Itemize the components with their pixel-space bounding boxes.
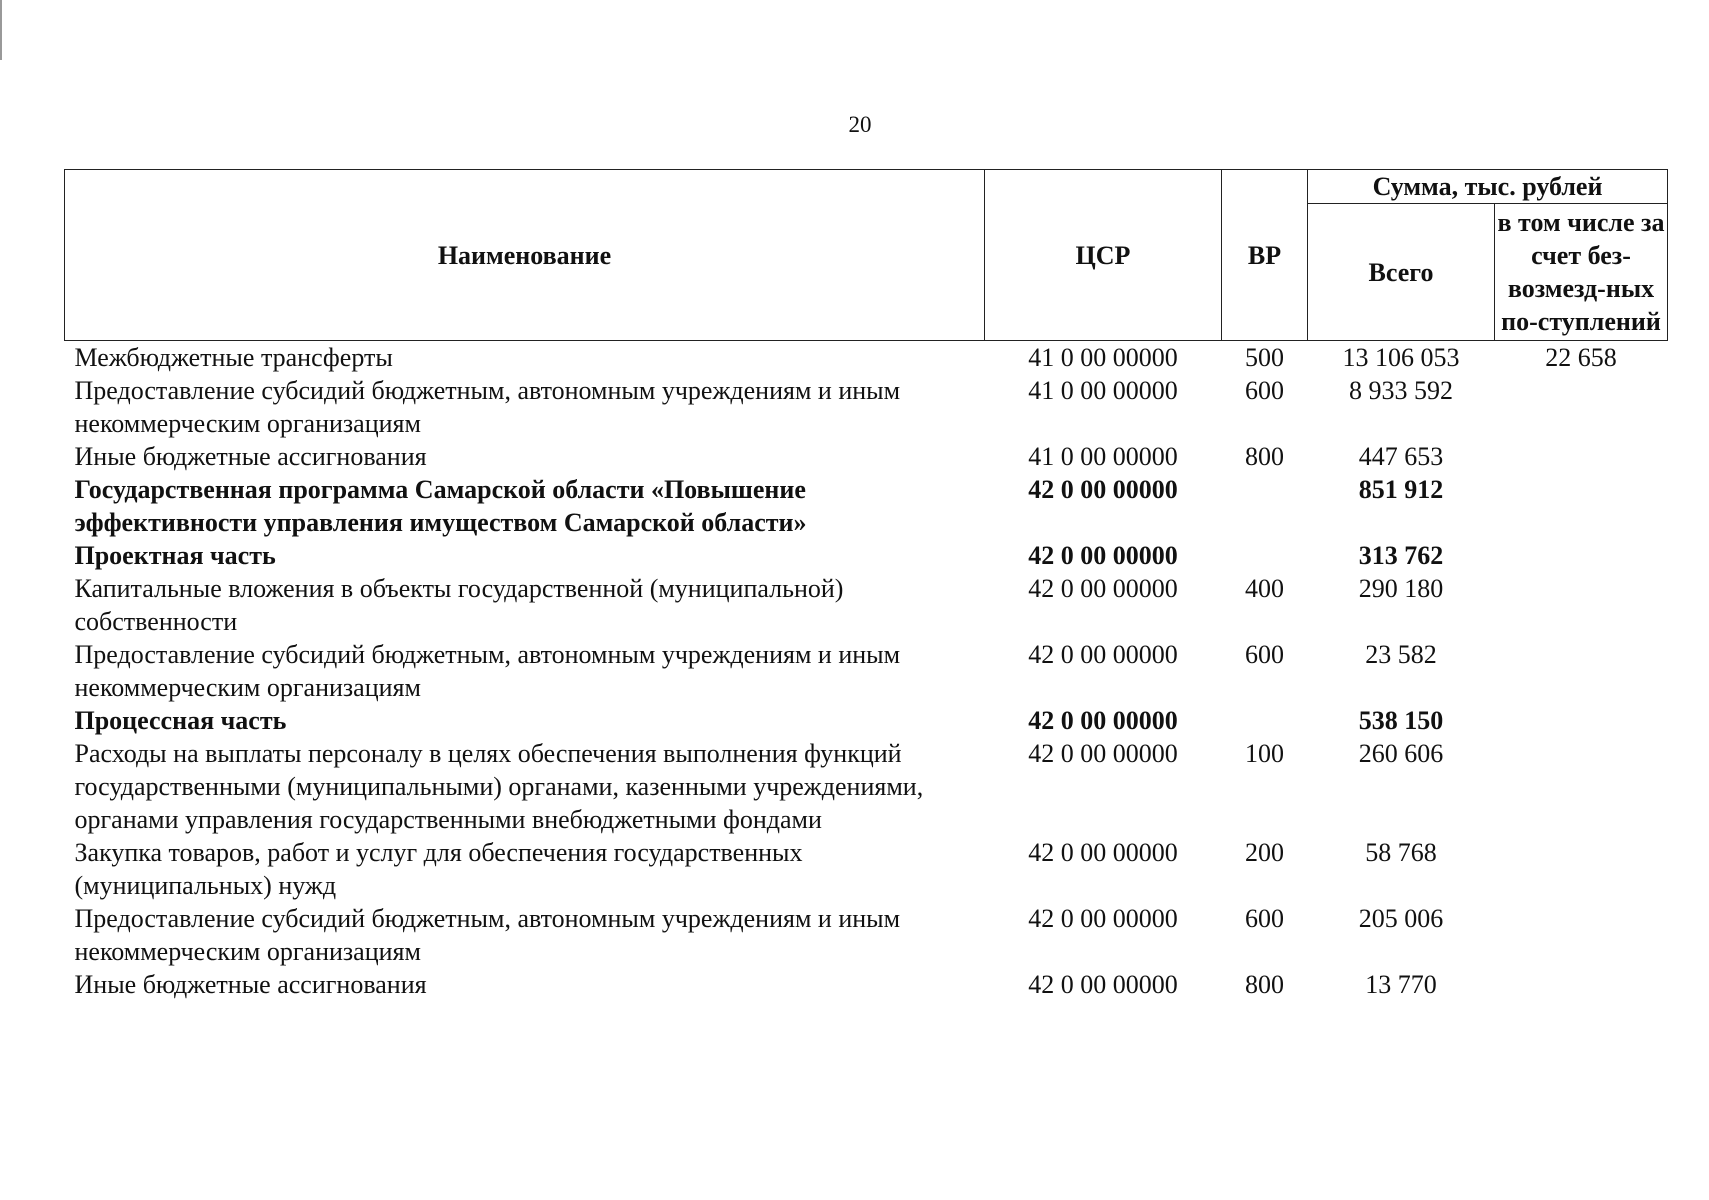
cell-total: 538 150 bbox=[1358, 706, 1444, 735]
cell-free bbox=[1495, 440, 1668, 473]
cell-free bbox=[1495, 902, 1668, 968]
cell-total: 447 653 bbox=[1358, 442, 1444, 471]
page-number: 20 bbox=[848, 112, 872, 137]
budget-table bbox=[64, 169, 1668, 1001]
table-row bbox=[65, 341, 1668, 375]
table-row bbox=[65, 539, 1668, 572]
cell-vr bbox=[1222, 704, 1308, 737]
table-row bbox=[65, 374, 1668, 440]
cell-name: Иные бюджетные ассигнования bbox=[74, 442, 427, 471]
table-row bbox=[65, 473, 1668, 539]
cell-free bbox=[1495, 704, 1668, 737]
cell-free bbox=[1495, 473, 1668, 539]
cell-free bbox=[1495, 638, 1668, 704]
cell-vr bbox=[1222, 539, 1308, 572]
cell-name: Предоставление субсидий бюджетным, автономным учреждениям и иным некоммерческим организациям bbox=[74, 904, 901, 966]
cell-name: Межбюджетные трансферты bbox=[74, 343, 393, 372]
cell-csr: 42 0 00 00000 bbox=[1028, 739, 1178, 768]
cell-total: 23 582 bbox=[1365, 640, 1437, 669]
cell-name: Предоставление субсидий бюджетным, автономным учреждениям и иным некоммерческим организациям bbox=[74, 640, 901, 702]
cell-name: Предоставление субсидий бюджетным, автономным учреждениям и иным некоммерческим организациям bbox=[74, 376, 901, 438]
cell-vr bbox=[1222, 473, 1308, 539]
cell-csr: 42 0 00 00000 bbox=[1028, 706, 1178, 735]
cell-total: 13 770 bbox=[1365, 970, 1437, 999]
cell-free: 22 658 bbox=[1545, 343, 1617, 372]
table-row bbox=[65, 968, 1668, 1001]
cell-csr: 42 0 00 00000 bbox=[1028, 904, 1178, 933]
header-name: Наименование bbox=[65, 170, 985, 341]
cell-name: Процессная часть bbox=[74, 706, 287, 735]
cell-free bbox=[1495, 737, 1668, 836]
cell-csr: 41 0 00 00000 bbox=[1028, 376, 1178, 405]
cell-csr: 42 0 00 00000 bbox=[1028, 541, 1178, 570]
header-total: Всего bbox=[1308, 204, 1495, 341]
header-sum-group: Сумма, тыс. рублей bbox=[1308, 170, 1668, 204]
header-csr: ЦСР bbox=[985, 170, 1222, 341]
table-row bbox=[65, 836, 1668, 902]
table-row bbox=[65, 737, 1668, 836]
cell-free bbox=[1495, 968, 1668, 1001]
table-row bbox=[65, 638, 1668, 704]
cell-name: Иные бюджетные ассигнования bbox=[74, 970, 427, 999]
cell-name: Расходы на выплаты персоналу в целях обеспечения выполнения функций государственными (муниципальными) органами, казенными учреждениями, органами управления государственными внебюджетными фондами bbox=[74, 739, 924, 834]
cell-vr: 600 bbox=[1245, 904, 1284, 933]
cell-vr: 600 bbox=[1245, 376, 1284, 405]
cell-csr: 42 0 00 00000 bbox=[1028, 475, 1178, 504]
cell-vr: 800 bbox=[1245, 970, 1284, 999]
cell-csr: 41 0 00 00000 bbox=[1028, 442, 1178, 471]
table-row bbox=[65, 440, 1668, 473]
cell-total: 205 006 bbox=[1358, 904, 1444, 933]
cell-name: Закупка товаров, работ и услуг для обеспечения государственных (муниципальных) нужд bbox=[74, 838, 803, 900]
cell-vr: 800 bbox=[1245, 442, 1284, 471]
cell-name: Капитальные вложения в объекты государственной (муниципальной) собственности bbox=[74, 574, 844, 636]
cell-vr: 500 bbox=[1245, 343, 1284, 372]
cell-vr: 400 bbox=[1245, 574, 1284, 603]
table-row bbox=[65, 572, 1668, 638]
cell-csr: 42 0 00 00000 bbox=[1028, 574, 1178, 603]
cell-free bbox=[1495, 572, 1668, 638]
cell-free bbox=[1495, 539, 1668, 572]
cell-free bbox=[1495, 836, 1668, 902]
cell-total: 8 933 592 bbox=[1349, 376, 1453, 405]
cell-csr: 42 0 00 00000 bbox=[1028, 838, 1178, 867]
cell-csr: 42 0 00 00000 bbox=[1028, 970, 1178, 999]
header-free: в том числе за счет без-возмезд-ных по-ступлений bbox=[1495, 204, 1668, 341]
cell-total: 260 606 bbox=[1358, 739, 1444, 768]
cell-total: 313 762 bbox=[1358, 541, 1444, 570]
cell-total: 851 912 bbox=[1358, 475, 1444, 504]
cell-csr: 42 0 00 00000 bbox=[1028, 640, 1178, 669]
header-vr: ВР bbox=[1222, 170, 1308, 341]
cell-total: 58 768 bbox=[1365, 838, 1437, 867]
table-row bbox=[65, 704, 1668, 737]
cell-vr: 100 bbox=[1245, 739, 1284, 768]
cell-free bbox=[1495, 374, 1668, 440]
table-body bbox=[65, 341, 1668, 1002]
cell-name: Государственная программа Самарской области «Повышение эффективности управления имуществом Самарской области» bbox=[74, 475, 807, 537]
cell-vr: 600 bbox=[1245, 640, 1284, 669]
cell-total: 13 106 053 bbox=[1342, 343, 1460, 372]
table-header bbox=[65, 170, 1668, 341]
page-edge-line bbox=[0, 0, 2, 60]
cell-csr: 41 0 00 00000 bbox=[1028, 343, 1178, 372]
cell-vr: 200 bbox=[1245, 838, 1284, 867]
cell-name: Проектная часть bbox=[74, 541, 276, 570]
table-row bbox=[65, 902, 1668, 968]
cell-total: 290 180 bbox=[1358, 574, 1444, 603]
